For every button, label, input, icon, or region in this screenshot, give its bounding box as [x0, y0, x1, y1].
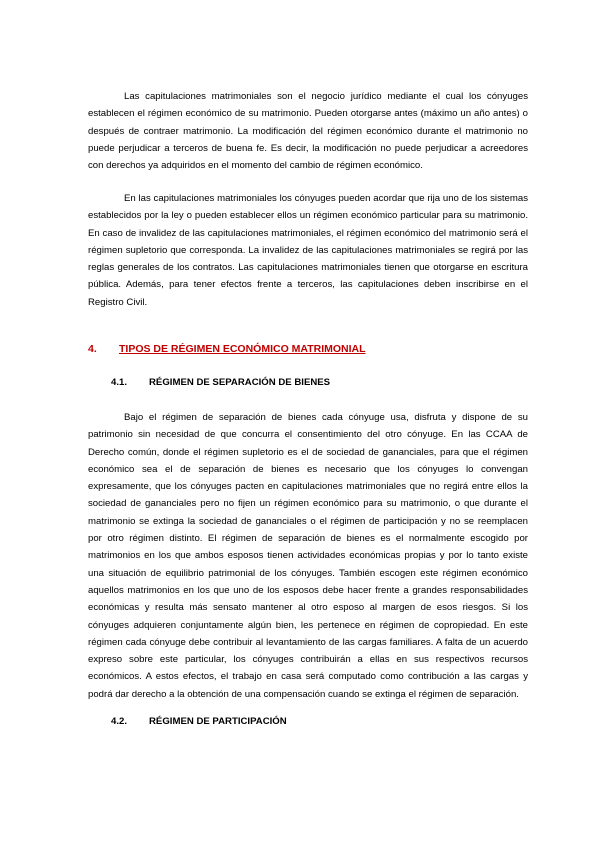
subsection-heading-participacion — [111, 716, 287, 727]
subsection-number: 4.1. — [111, 377, 128, 388]
subsection-number: 4.2. — [111, 716, 128, 727]
subsection-title: RÉGIMEN DE PARTICIPACIÓN — [149, 716, 287, 727]
subsection-title: RÉGIMEN DE SEPARACIÓN DE BIENES — [149, 377, 331, 388]
section-title: TIPOS DE RÉGIMEN ECONÓMICO MATRIMONIAL — [119, 343, 366, 355]
paragraph-capitulaciones-contenido: En las capitulaciones matrimoniales los cónyuges pueden acordar que rija uno de los sistemas establecidos por la ley o pueden establecer ellos un régimen económico particular para su matrimonio. En caso de invalidez de las capitulaciones matrimoniales, el régimen económico del matrimonio será el régimen supletorio que corresponda. La invalidez de las capitulaciones matrimoniales se regirá por las reglas generales de los contratos. Las capitulaciones matrimoniales tienen que otorgarse en escritura pública. Además, para tener efectos frente a terceros, las capitulaciones deben inscribirse en el Registro Civil. — [88, 193, 528, 308]
subsection-heading-separacion-bienes — [111, 377, 330, 388]
paragraph-separacion-bienes: Bajo el régimen de separación de bienes cada cónyuge usa, disfruta y dispone de su patrimonio sin necesidad de que concurra el consentimiento del otro cónyuge. En las CCAA de Derecho común, donde el régimen supletorio es el de sociedad de gananciales, para que el régimen económico sea el de separación de bienes es necesario que los cónyuges lo convengan expresamente, que los cónyuges pacten en capitulaciones matrimoniales que no regirá entre ellos la sociedad de gananciales pero no fijen un régimen económico para su matrimonio, o que durante el matrimonio se extinga la sociedad de gananciales o el régimen de participación y no se reemplacen por otro régimen distinto. El régimen de separación de bienes es el normalmente escogido por matrimonios en los que ambos esposos tienen actividades económicas propias y por lo tanto existe una situación de equilibrio patrimonial de los cónyuges. También escogen este régimen económico aquellos matrimonios en los que uno de los esposos debe hacer frente a grandes responsabilidades económicas y resulta más sensato mantener al otro esposo al margen de esos riesgos. Si los cónyuges adquieren conjuntamente algún bien, les pertenece en régimen de copropiedad. En este régimen cada cónyuge debe contribuir al levantamiento de las cargas familiares. A falta de un acuerdo expreso sobre este particular, los cónyuges contribuirán a ellas en sus respectivos recursos económicos. A estos efectos, el trabajo en casa será computado como contribución a las cargas y podrá dar derecho a la obtención de una compensación cuando se extinga el régimen de separación. — [88, 412, 528, 700]
section-number: 4. — [88, 343, 97, 355]
paragraph-capitulaciones-definicion: Las capitulaciones matrimoniales son el negocio jurídico mediante el cual los cónyuges establecen el régimen económico de su matrimonio. Pueden otorgarse antes (máximo un año antes) o después de contraer matrimonio. La modificación del régimen económico durante el matrimonio no puede perjudicar a terceros de buena fe. Es decir, la modificación no puede perjudicar a acreedores con derechos ya adquiridos en el momento del cambio de régimen económico. — [88, 91, 528, 172]
section-heading-tipos-regimen — [88, 343, 366, 355]
